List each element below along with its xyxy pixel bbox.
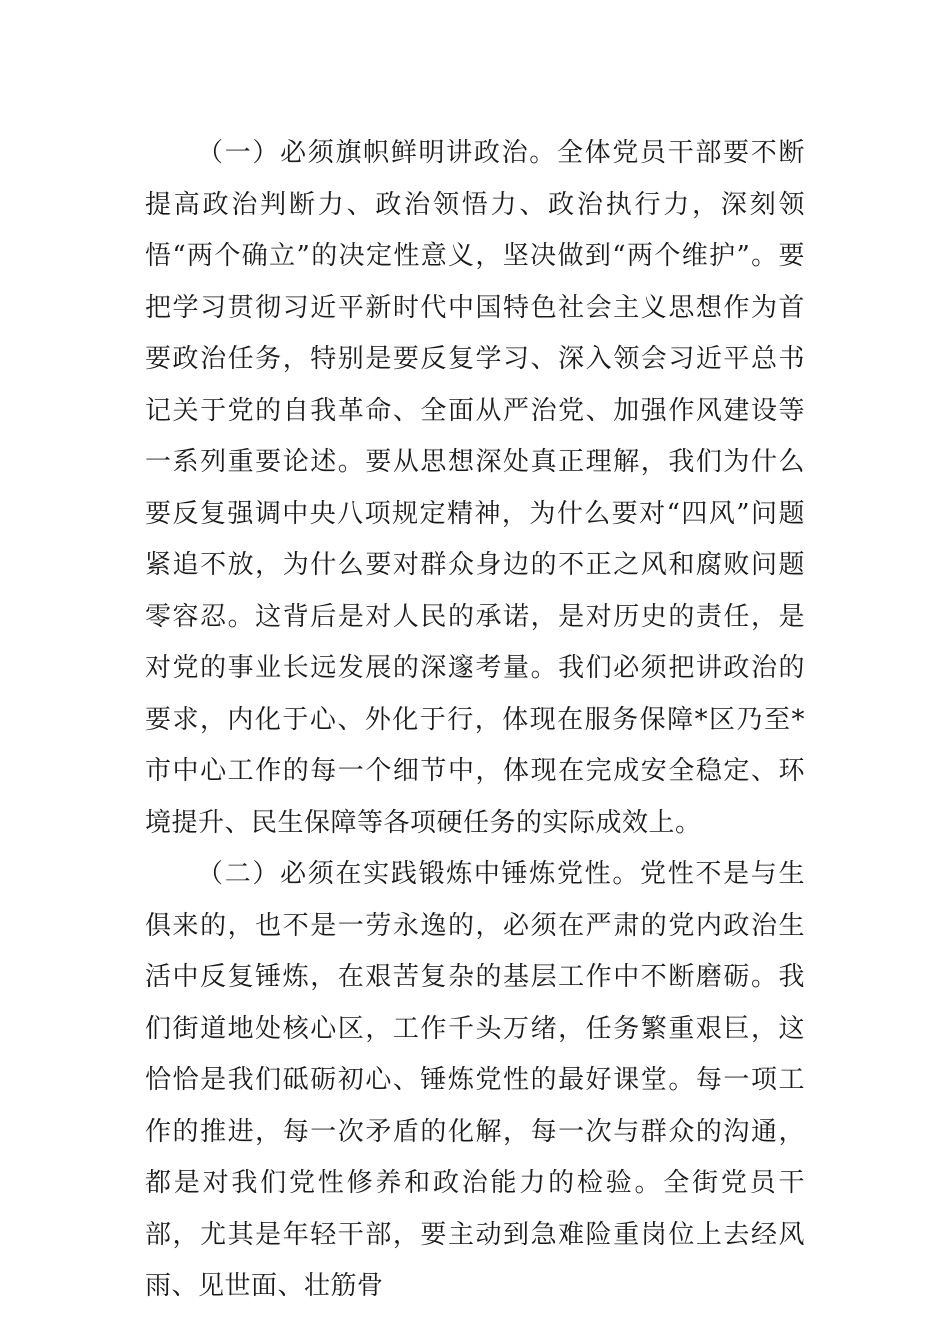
paragraph-2: （二）必须在实践锻炼中锤炼党性。党性不是与生俱来的，也不是一劳永逸的，必须在严肃的党内政治生活中反复锤炼，在艰苦复杂的基层工作中不断磨砺。我们街道地处核心区，工作千头万绪，任务繁重艰巨，这恰恰是我们砥砺初心、锤炼党性的最好课堂。每一项工作的推进，每一次矛盾的化解，每一次与群众的沟通，都是对我们党性修养和政治能力的检验。全街党员干部，尤其是年轻干部，要主动到急难险重岗位上去经风雨、见世面、壮筋骨 (145, 859, 805, 1301)
paragraph-1: （一）必须旗帜鲜明讲政治。全体党员干部要不断提高政治判断力、政治领悟力、政治执行力，深刻领悟“两个确立”的决定性意义，坚决做到“两个维护”。要把学习贯彻习近平新时代中国特色社会主义思想作为首要政治任务，特别是要反复学习、深入领会习近平总书记关于党的自我革命、全面从严治党、加强作风建设等一系列重要论述。要从思想深处真正理解，我们为什么要反复强调中央八项规定精神，为什么要对“四风”问题紧追不放，为什么要对群众身边的不正之风和腐败问题零容忍。这背后是对人民的承诺，是对历史的责任，是对党的事业长远发展的深邃考量。我们必须把讲政治的要求，内化于心、外化于行，体现在服务保障*区乃至*市中心工作的每一个细节中，体现在完成安全稳定、环境提升、民生保障等各项硬任务的实际成效上。 (145, 138, 805, 838)
document-body (145, 128, 805, 1313)
